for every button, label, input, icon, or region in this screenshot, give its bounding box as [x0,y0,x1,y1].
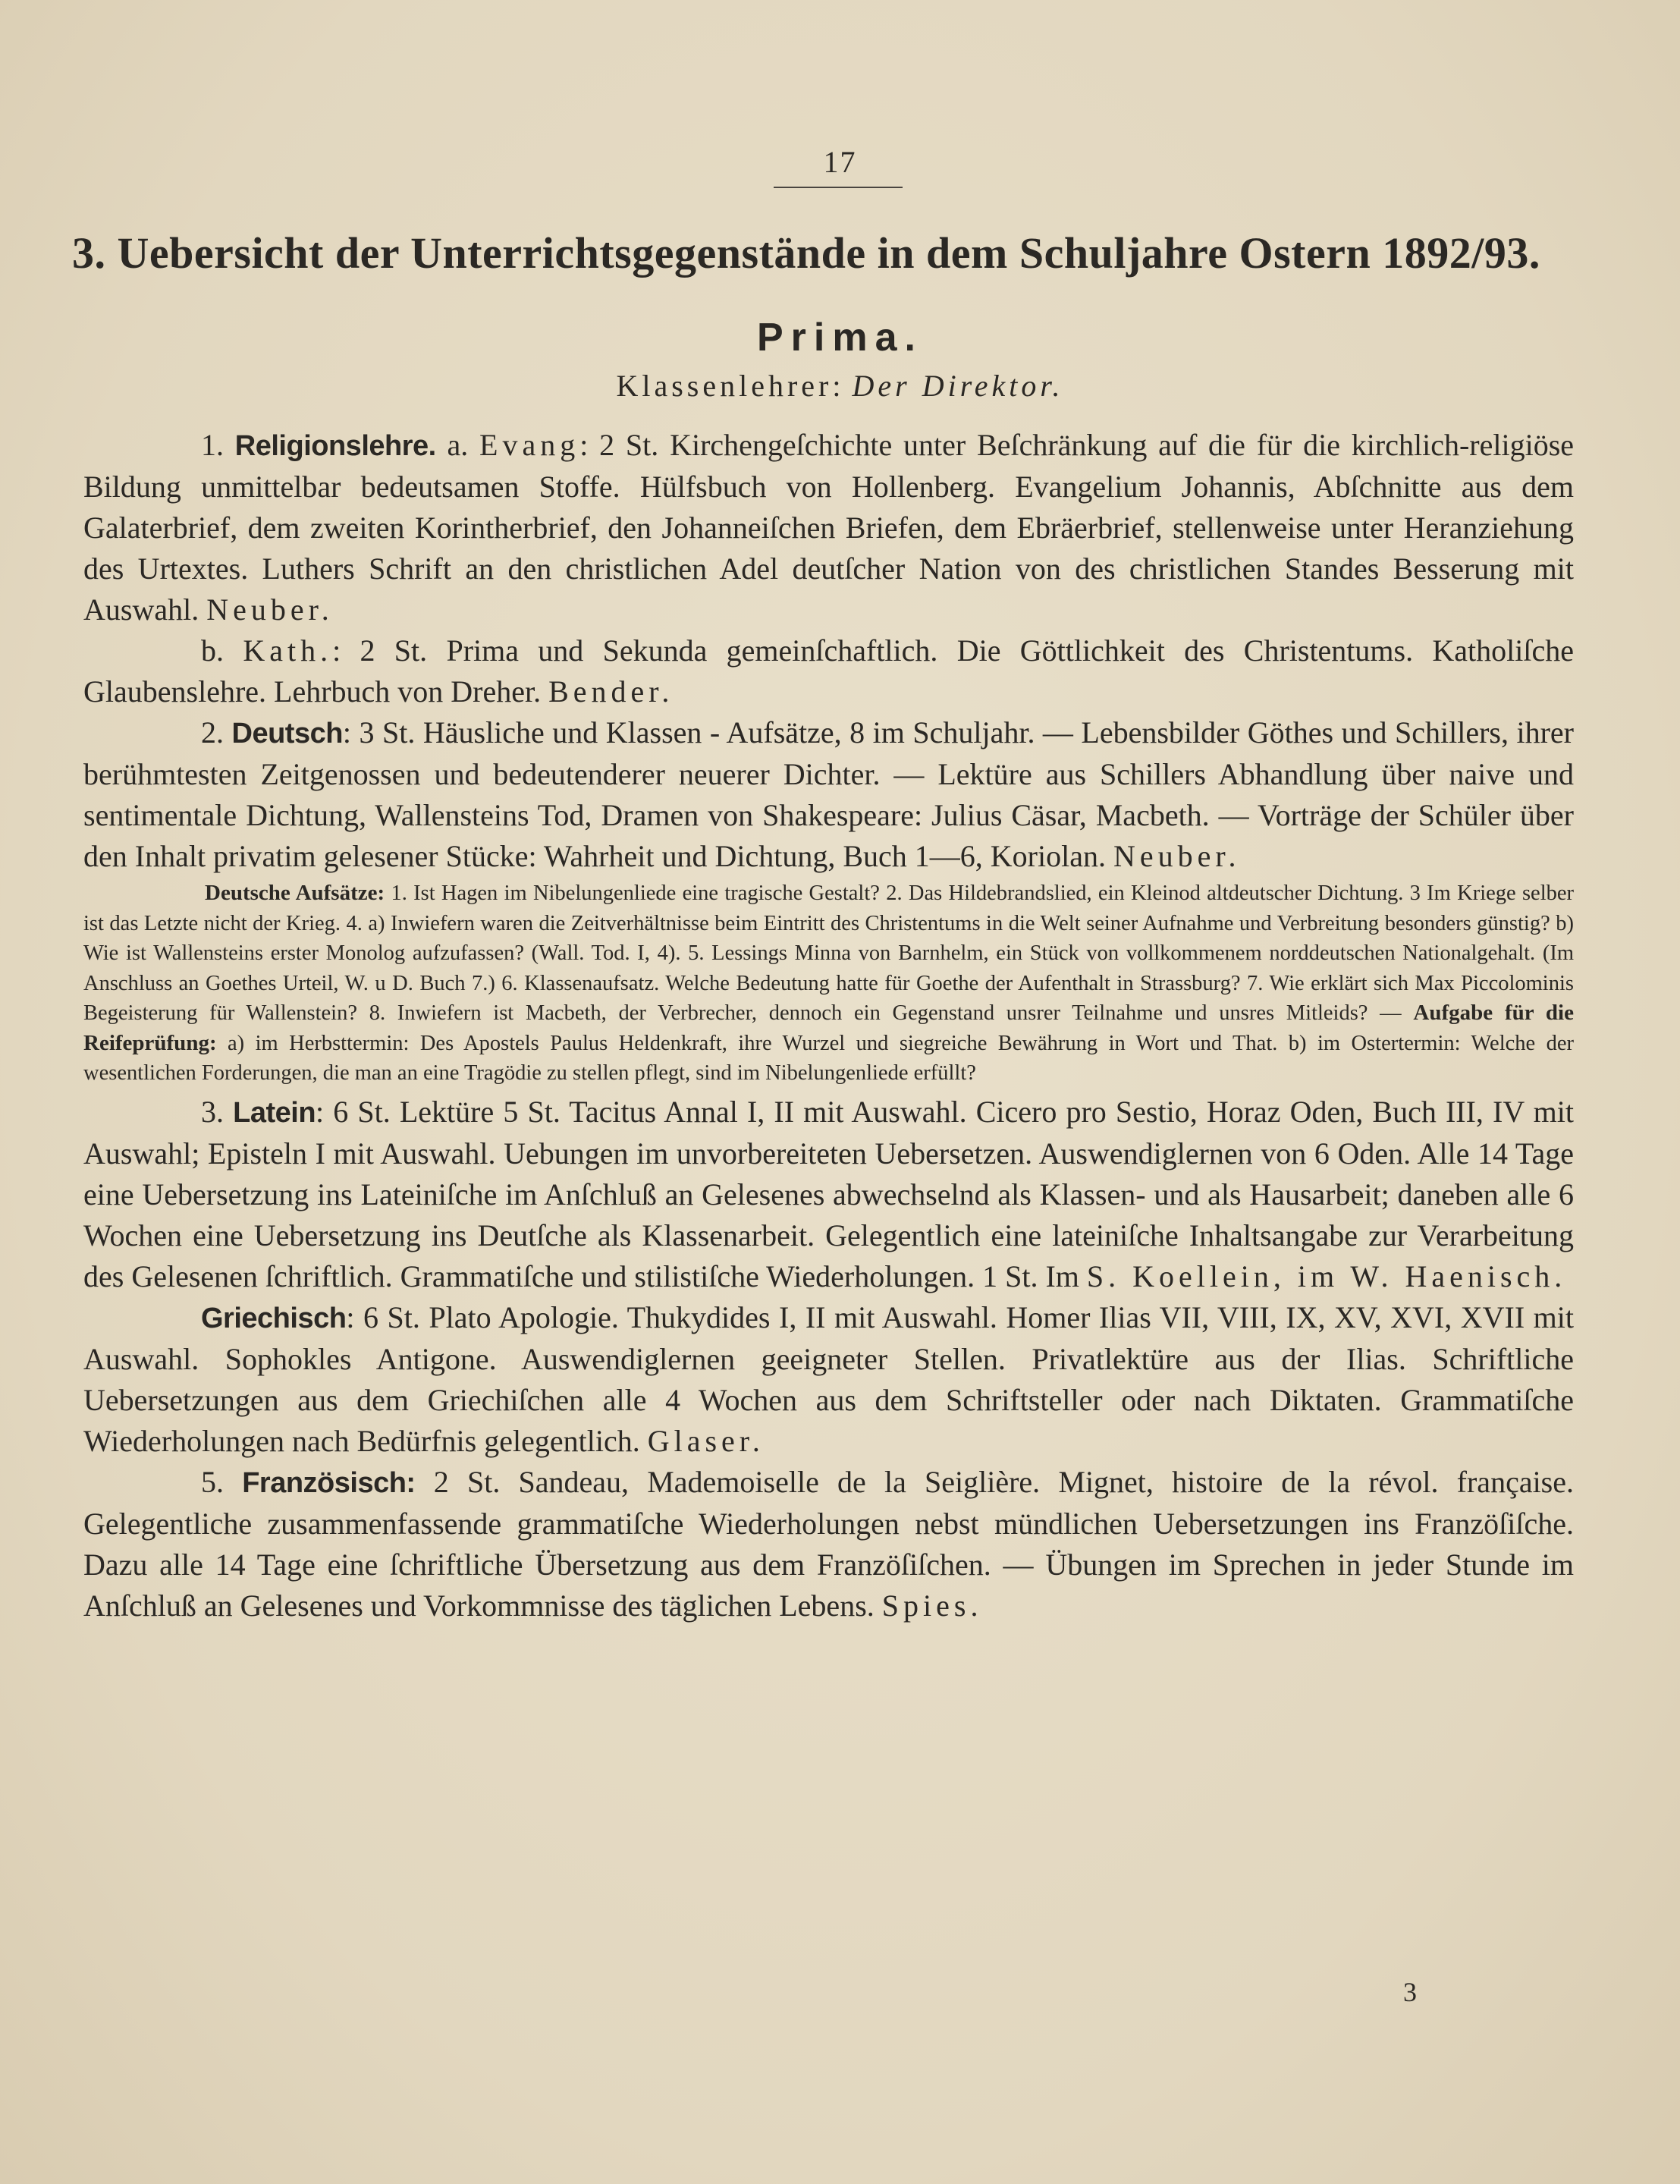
teacher-name: Neuber. [1113,839,1241,873]
teacher-name: Neuber. [206,592,334,627]
item-number: 2. [201,715,224,749]
denomination-evang: Evang [479,428,580,462]
subject-heading-franzoesisch: Französisch: [242,1466,416,1499]
paragraph-deutsch [83,712,1574,877]
subject-heading-religion: Religionslehre. [234,430,436,462]
paragraph-latein [83,1092,1574,1297]
subsection-marker: a. [435,428,480,462]
subject-heading-latein: Latein [233,1096,316,1129]
signature-mark: 3 [1403,1977,1417,2007]
paragraph-religion-evang [83,425,1574,630]
subject-heading-griechisch: Griechisch [201,1302,347,1334]
section-heading-prima: Prima. [757,316,923,360]
paragraph-religion-kath [83,630,1574,712]
paragraph-text: : 2 St. Kirchengeſchichte unter Beſchränkung auf die für die kirchlich-religiöse Bildung unmittelbar bedeutsamen Stoffe. Hülfsbuch von Hollenberg. Evangelium Johannis, Abſchnitte aus dem Galaterbrief, dem zweiten Korintherbrief, den Johanneiſchen Briefen, dem Ebräerbrief, stellenweise unter Heranziehung des Urtextes. Luthers Schrift an den christlichen Adel deutſcher Nation von des christlichen Standes Besserung mit Auswahl. [83,428,1575,627]
exam-topics-text: a) im Herbsttermin: Des Apostels Paulus Heldenkraft, ihre Wurzel und siegreiche Bewährung in Wort und That. b) im Ostertermin: Welche der wesentlichen Forderungen, die man an eine Tragödie zu stellen pflegt, sind im Nibelungenliede erfüllt? [83,1031,1574,1085]
essay-topics-heading: Deutsche Aufsätze: [205,881,385,905]
paragraph-text: : 2 St. Prima und Sekunda gemeinſchaftlich. Die Göttlichkeit des Christentums. Katholiſche Glaubenslehre. Lehrbuch von Dreher. [83,633,1575,709]
paragraph-text: : 6 St. Plato Apologie. Thukydides I, II mit Auswahl. Homer Ilias VII, VIII, IX, XV, XVI, XVII mit Auswahl. Sophokles Antigone. Auswendiglernen geeigneter Stellen. Privatlektüre aus der Ilias. Schriftliche Uebersetzungen aus dem Griechiſchen alle 4 Wochen aus dem Schriftsteller oder nach Diktaten. Grammatiſche Wiederholungen nach Bedürfnis gelegentlich. [83,1299,1574,1458]
denomination-kath: Kath. [243,633,333,668]
subsection-marker: b. [201,633,243,668]
item-number: 3. [201,1094,224,1129]
paragraph-text: 2 St. Sandeau, Mademoiselle de la Seiglière. Mignet, histoire de la révol. française. Gelegentliche zusammenfassende grammatiſche Wiederholungen nebst mündlichen Uebersetzungen ins Franzöſiſche. Dazu alle 14 Tage eine ſchriftliche Übersetzung aus dem Franzöſiſchen. — Übungen im Sprechen in jeder Stunde im Anſchluß an Gelesenes und Vorkommnisse des täglichen Lebens. [83,1464,1575,1623]
paragraph-text: : 3 St. Häusliche und Klassen - Aufsätze, 8 im Schuljahr. — Lebensbilder Göthes und Schillers, ihrer berühmtesten Zeitgenossen und bedeutenderer neuerer Dichter. — Lektüre aus Schillers Abhandlung über naive und sentimentale Dichtung, Wallensteins Tod, Dramen von Shakespeare: Julius Cäsar, Macbeth. — Vorträge der Schüler über den Inhalt privatim gelesener Stücke: Wahrheit und Dichtung, Buch 1—6, Koriolan. [83,715,1574,873]
teacher-name: Glaser. [647,1423,765,1458]
paragraph-griechisch [83,1297,1574,1462]
teacher-name: Bender. [548,674,674,709]
teacher-name: Spies. [881,1588,983,1623]
paragraph-essay-topics [83,878,1574,1089]
essay-topics-text: 1. Ist Hagen im Nibelungenliede eine tragische Gestalt? 2. Das Hildebrandslied, ein Kleinod altdeutscher Dichtung. 3 Im Kriege selber ist das Letzte nicht der Krieg. 4. a) Inwiefern waren die Zeitverhältnisse beim Eintritt des Christentums in die Welt seiner Aufnahme und Verbreitung besonders günstig? b) Wie ist Wallensteins erster Monolog aufzufassen? (Wall. Tod. I, 4). 5. Lessings Minna von Barnhelm, ein Stück von vollkommenem norddeutschen Nationalgehalt. (Im Anschluss an Goethes Urteil, W. u D. Buch 7.) 6. Klassenaufsatz. Welche Bedeutung hatte für Goethe der Aufenthalt in Strassburg? 7. Wie erklärt sich Max Piccolominis Begeisterung für Wallenstein? 8. Inwiefern ist Macbeth, der Verbrecher, dennoch ein Gegenstand unsrer Teilnahme und unsres Mitleids? — [83,881,1574,1025]
document-body [83,425,1574,1626]
teacher-name: S. Koellein, im W. Haenisch. [1086,1259,1567,1293]
paragraph-text: : 6 St. Lektüre 5 St. Tacitus Annal I, II mit Auswahl. Cicero pro Sestio, Horaz Oden, Buch III, IV mit Auswahl; Episteln I mit Auswahl. Uebungen im unvorbereiteten Uebersetzen. Auswendiglernen von 6 Oden. Alle 14 Tage eine Uebersetzung ins Lateiniſche im Anſchluß an Gelesenes abwechselnd als Klassen- und als Hausarbeit; daneben alle 6 Wochen eine Uebersetzung ins Deutſche als Klassenarbeit. Gelegentlich eine lateiniſche Inhaltsangabe zur Verarbeitung des Gelesenen ſchriftlich. Grammatiſche und stilistiſche Wiederholungen. 1 St. Im [83,1094,1574,1293]
document-title: 3. Uebersicht der Unterrichtsgegenstände in dem Schuljahre Ostern 1892/93. [72,228,1540,278]
class-teacher-name: Der Direktor. [852,369,1064,403]
exam-topics-heading: Aufgabe für die Reifeprüfung: [83,1001,1574,1055]
paragraph-franzoesisch [83,1462,1574,1626]
item-number: 1. [201,428,224,462]
subject-heading-deutsch: Deutsch [231,718,343,749]
page-number-rule [774,187,903,188]
item-number: 5. [201,1464,224,1499]
class-teacher-line [0,368,1680,404]
class-teacher-label: Klassenlehrer: [616,369,845,403]
page-number: 17 [823,145,857,179]
